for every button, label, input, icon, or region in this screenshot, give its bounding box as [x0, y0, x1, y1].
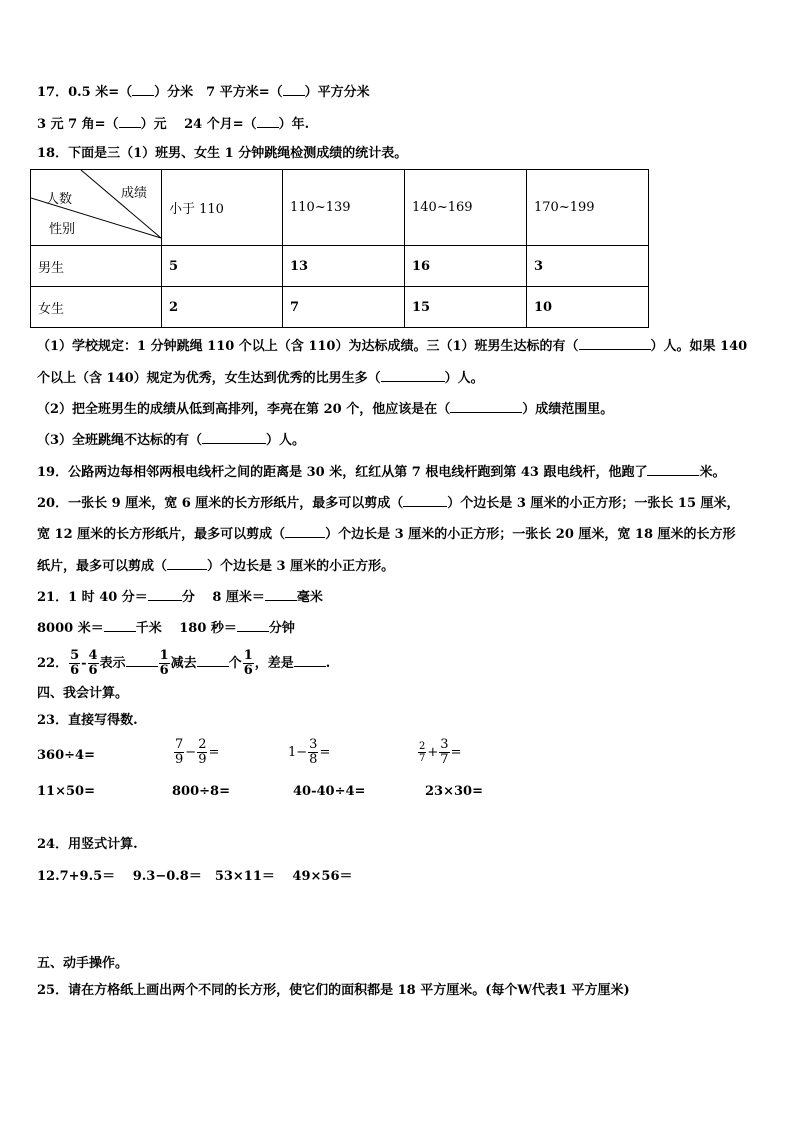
answer-blank[interactable] — [104, 618, 136, 632]
header-cell: 小于 110 — [162, 170, 283, 246]
answer-blank[interactable] — [202, 430, 266, 444]
answer-blank[interactable] — [257, 114, 279, 128]
fraction: $\frac{2}{9}$ — [198, 737, 207, 767]
answer-blank[interactable] — [285, 524, 325, 538]
answer-blank[interactable] — [294, 653, 326, 667]
table-cell: 10 — [527, 287, 649, 328]
table-cell: 13 — [283, 246, 405, 287]
answer-blank[interactable] — [647, 462, 699, 476]
answer-blank[interactable] — [148, 587, 182, 601]
q22: 22． $\frac{5}{6}$ - $\frac{4}{6}$ 表示 $\frac{1}{6}$ 减去 个 $\frac{1}{6}$ ，差是 . — [37, 648, 331, 678]
q24-title: 24．用竖式计算. — [37, 837, 138, 852]
stat-table — [30, 169, 649, 328]
header-cell: 140~169 — [405, 170, 527, 246]
fraction: $\frac{1}{6}$ — [243, 648, 253, 678]
answer-blank[interactable] — [403, 493, 447, 507]
q20-line1: 20．一张长 9 厘米，宽 6 厘米的长方形纸片，最多可以剪成（ ）个边长是 3 厘米的小正方形；一张长 15 厘米， — [37, 493, 740, 513]
table-header-row — [31, 170, 649, 246]
q18-sub3: （3）全班跳绳不达标的有（ ）人。 — [37, 430, 305, 450]
answer-blank[interactable] — [265, 587, 297, 601]
answer-blank[interactable] — [126, 653, 158, 667]
calc-item: $\frac{7}{9}$ − $\frac{2}{9}$ = — [175, 737, 220, 767]
header-cell: 110~139 — [283, 170, 405, 246]
table-cell: 3 — [527, 246, 649, 287]
answer-blank[interactable] — [167, 556, 207, 570]
calc-item: $\frac{2}{7}$ + $\frac{3}{7}$ = — [419, 737, 462, 767]
section-4-heading: 四、我会计算。 — [37, 686, 129, 701]
table-cell: 15 — [405, 287, 527, 328]
fraction: $\frac{1}{6}$ — [159, 648, 169, 678]
answer-blank[interactable] — [197, 653, 229, 667]
corner-cell — [31, 170, 162, 246]
q23-title: 23．直接写得数. — [37, 713, 138, 728]
calc-item: 11×50= — [37, 784, 95, 799]
table-cell: 2 — [162, 287, 283, 328]
answer-blank[interactable] — [119, 114, 141, 128]
answer-blank[interactable] — [237, 618, 269, 632]
q18-sub1-line2: 个以上（含 140）规定为优秀，女生达到优秀的比男生多（ ）人。 — [37, 368, 484, 388]
q18-title: 18．下面是三（1）班男、女生 1 分钟跳绳检测成绩的统计表。 — [37, 146, 408, 161]
q18-sub1-line1: （1）学校规定：1 分钟跳绳 110 个以上（含 110）为达标成绩。三（1）班男生达标的有（ ）人。如果 140 — [37, 336, 747, 356]
q21-line1: 21．1 时 40 分＝ 分 8 厘米＝ 毫米 — [37, 587, 323, 607]
q17-line2: 3 元 7 角=（ ）元 24 个月=（ ）年. — [37, 114, 309, 134]
q18-sub2: （2）把全班男生的成绩从低到高排列，李亮在第 20 个，他应该是在（ ）成绩范围里。 — [37, 399, 613, 419]
table-cell: 7 — [283, 287, 405, 328]
fraction: $\frac{7}{9}$ — [175, 737, 184, 767]
row-label: 女生 — [31, 287, 162, 328]
q20-line2: 宽 12 厘米的长方形纸片，最多可以剪成（ ）个边长是 3 厘米的小正方形；一张长 20 厘米，宽 18 厘米的长方形 — [37, 524, 736, 544]
q21-line2: 8000 米＝ 千米 180 秒＝ 分钟 — [37, 618, 295, 638]
fraction: $\frac{3}{8}$ — [309, 737, 318, 767]
table-row — [31, 246, 649, 287]
q24-items: 12.7+9.5＝ 9.3−0.8＝ 53×11＝ 49×56＝ — [37, 869, 353, 884]
section-5-heading: 五、动手操作。 — [37, 956, 129, 971]
table-cell: 5 — [162, 246, 283, 287]
q19: 19．公路两边每相邻两根电线杆之间的距离是 30 米，红红从第 7 根电线杆跑到第 43 跟电线杆，他跑了 米。 — [37, 462, 726, 482]
fraction: $\frac{5}{6}$ — [70, 648, 80, 678]
answer-blank[interactable] — [132, 82, 154, 96]
header-cell: 170~199 — [527, 170, 649, 246]
calc-item: 23×30= — [425, 784, 483, 799]
fraction: $\frac{4}{6}$ — [88, 648, 98, 678]
answer-blank[interactable] — [283, 82, 305, 96]
corner-label-top: 成绩 — [121, 186, 148, 201]
answer-blank[interactable] — [579, 336, 651, 350]
table-cell: 16 — [405, 246, 527, 287]
q20-line3: 纸片，最多可以剪成（ ）个边长是 3 厘米的小正方形。 — [37, 556, 394, 576]
fraction: $\frac{3}{7}$ — [440, 737, 449, 767]
q25: 25．请在方格纸上画出两个不同的长方形，使它们的面积都是 18 平方厘米。(每个W代表1 平方厘米) — [37, 983, 630, 998]
calc-item: 360÷4= — [37, 748, 95, 763]
corner-label-mid: 人数 — [46, 192, 73, 207]
answer-blank[interactable] — [450, 399, 522, 413]
answer-blank[interactable] — [381, 368, 445, 382]
calc-item: 40-40÷4= — [293, 784, 366, 799]
calc-item: 1− $\frac{3}{8}$ = — [288, 737, 331, 767]
q17-line1: 17．0.5 米=（ ）分米 7 平方米=（ ）平方分米 — [37, 82, 370, 102]
calc-item: 800÷8= — [172, 784, 230, 799]
row-label: 男生 — [31, 246, 162, 287]
table-row — [31, 287, 649, 328]
corner-label-bottom: 性别 — [49, 222, 76, 237]
fraction: $\frac{2}{7}$ — [419, 741, 426, 764]
